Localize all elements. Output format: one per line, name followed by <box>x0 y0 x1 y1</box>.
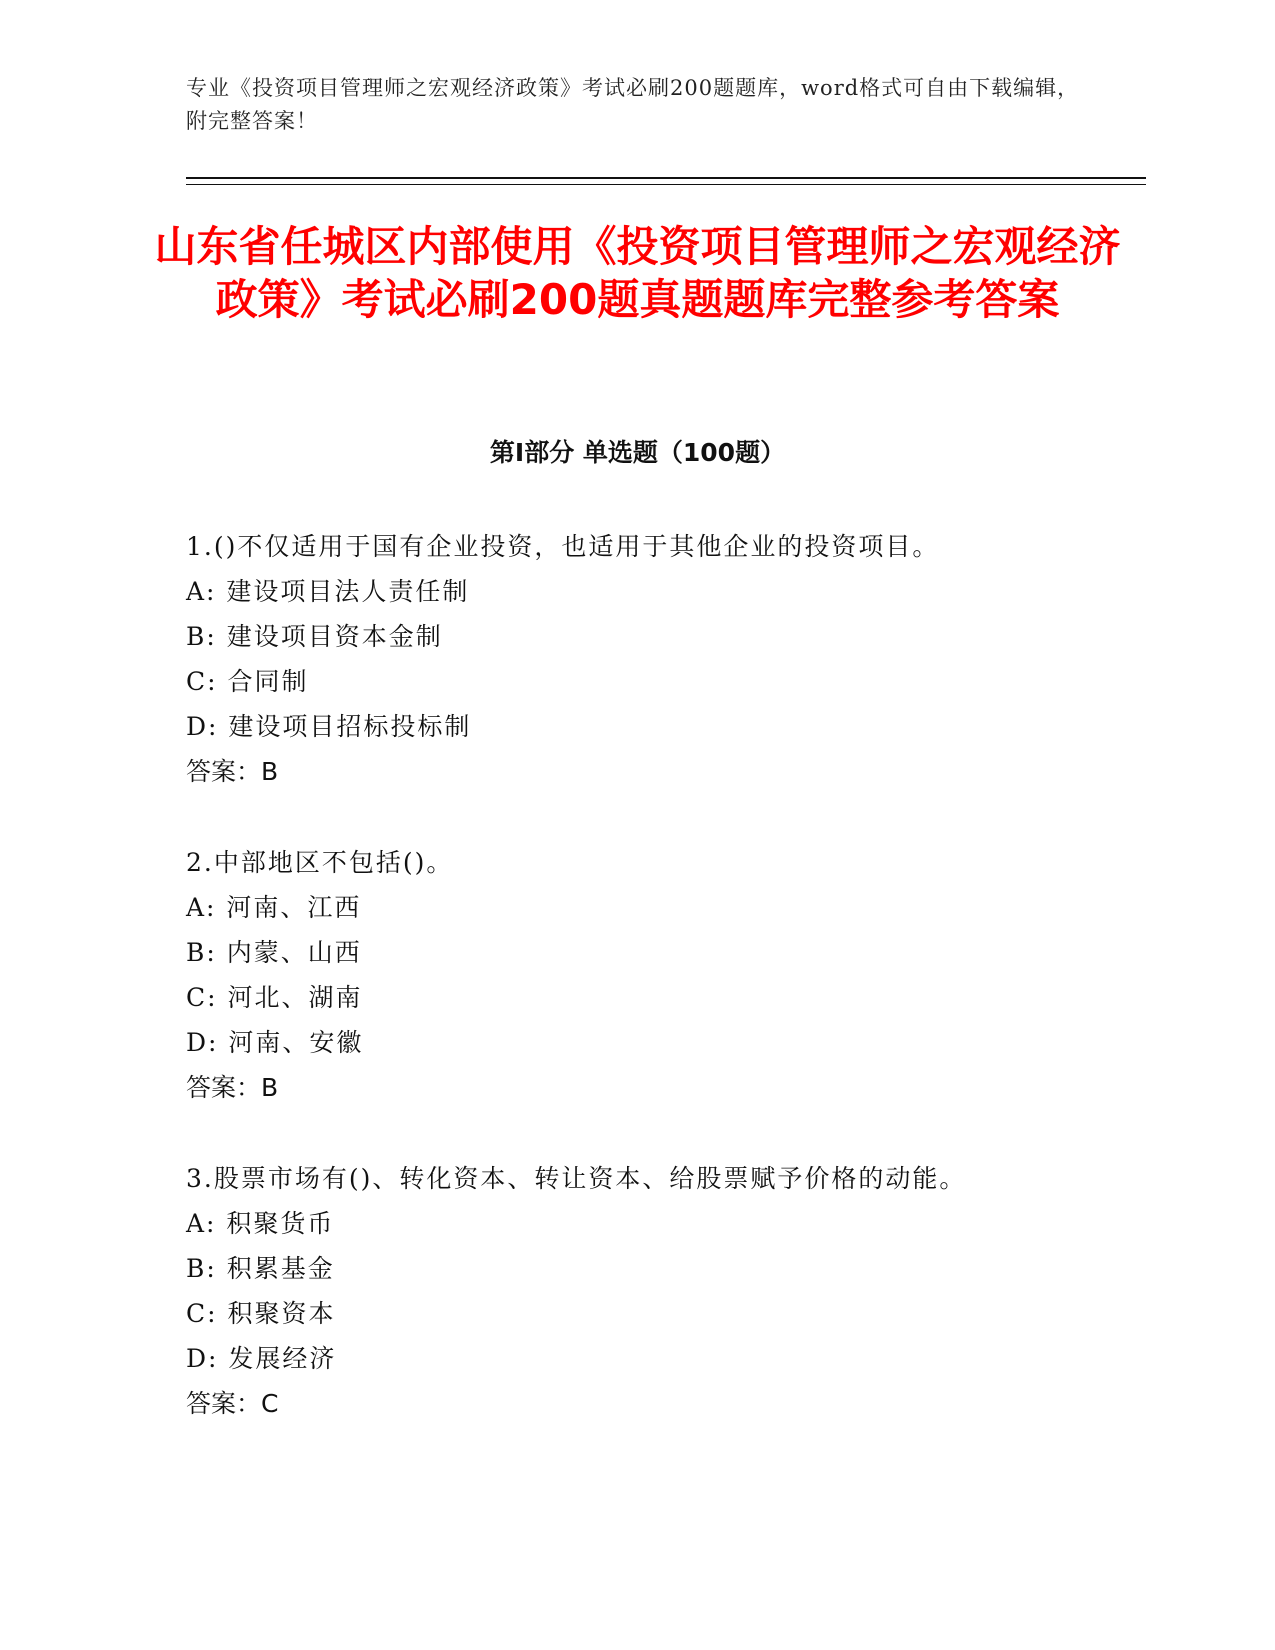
answer-line: 答案：B <box>186 757 279 786</box>
question-stem: 2.中部地区不包括()。 <box>186 848 454 877</box>
answer-line: 答案：C <box>186 1389 279 1418</box>
header-rule-thick <box>186 177 1146 179</box>
header-note: 专业《投资项目管理师之宏观经济政策》考试必刷200题题库，word格式可自由下载编辑，附完整答案！ <box>186 76 1080 133</box>
option-b: B: 建设项目资本金制 <box>186 622 443 651</box>
question-3 <box>186 1156 1146 1426</box>
option-a: A: 积聚货币 <box>186 1209 335 1238</box>
question-stem: 3.股票市场有()、转化资本、转让资本、给股票赋予价格的动能。 <box>186 1164 967 1193</box>
question-stem: 1.()不仅适用于国有企业投资，也适用于其他企业的投资项目。 <box>186 532 940 561</box>
header-rule-thin <box>186 184 1146 185</box>
option-b: B: 内蒙、山西 <box>186 938 362 967</box>
question-list <box>186 524 1146 1472</box>
option-d: D: 发展经济 <box>186 1344 337 1373</box>
option-a: A: 建设项目法人责任制 <box>186 577 470 606</box>
document-title: 山东省任城区内部使用《投资项目管理师之宏观经济政策》考试必刷200题真题题库完整参考答案 <box>154 222 1121 324</box>
option-c: C: 合同制 <box>186 667 309 696</box>
section-title: 第Ⅰ部分 单选题（100题） <box>489 438 786 467</box>
option-c: C: 河北、湖南 <box>186 983 363 1012</box>
option-d: D: 河南、安徽 <box>186 1028 364 1057</box>
option-d: D: 建设项目招标投标制 <box>186 712 472 741</box>
question-2 <box>186 840 1146 1110</box>
option-b: B: 积累基金 <box>186 1254 335 1283</box>
option-c: C: 积聚资本 <box>186 1299 336 1328</box>
question-1 <box>186 524 1146 794</box>
option-a: A: 河南、江西 <box>186 893 362 922</box>
answer-line: 答案：B <box>186 1073 279 1102</box>
